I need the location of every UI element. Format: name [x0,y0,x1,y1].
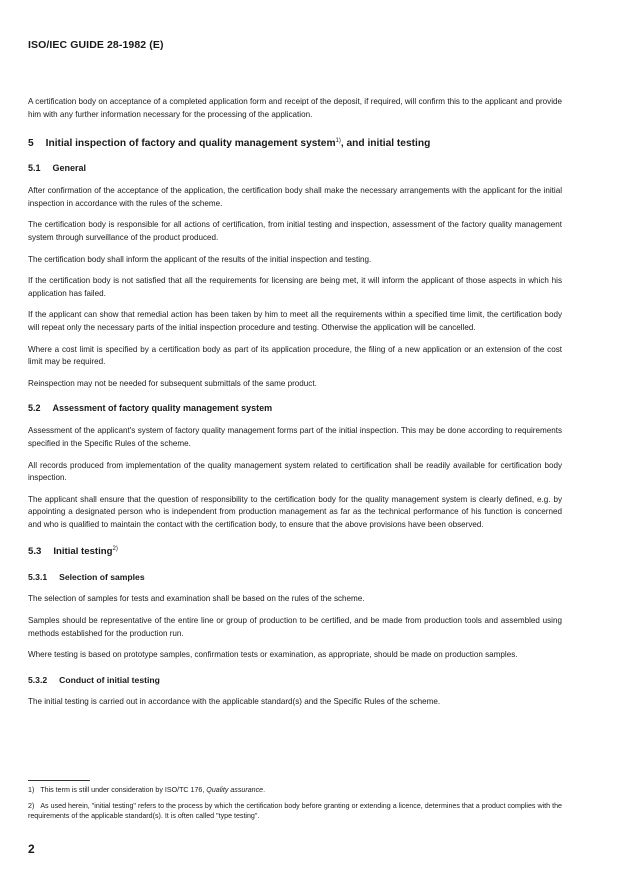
section-5-1-heading [28,162,562,174]
section-number: 5 [28,138,34,150]
paragraph: The selection of samples for tests and examination shall be based on the rules of the scheme. [28,594,365,604]
paragraph: Assessment of the applicant's system of factory quality management forms part of the initial inspection. This may be done according to requirements specified in the Specific Rules of the scheme. [28,426,562,448]
footnote-emphasis: Quality assurance [206,786,264,794]
footnote-2 [28,801,562,821]
section-5-2-heading [28,402,562,414]
paragraph: The certification body shall inform the applicant of the results of the initial inspection and testing. [28,254,372,264]
section-title: Initial inspection of factory and quality management system [45,138,336,150]
footnote-reference: 2) [112,546,118,553]
section-title: General [52,163,87,174]
section-number: 5.1 [28,163,41,174]
section-number: 5.3 [28,546,42,558]
footnote-label: 2) [28,802,35,810]
section-title: Initial testing [53,546,113,558]
paragraph: Samples should be representative of the entire line or group of production to be certified, and be made from production tools and assembled using methods established for the production run. [28,616,562,638]
paragraph: Reinspection may not be needed for subsequent submittals of the same product. [28,378,317,388]
section-title: Selection of samples [59,572,145,583]
paragraph: All records produced from implementation of the quality management system related to certification shall be readily available for certification body inspection. [28,460,562,483]
paragraph: Where testing is based on prototype samples, confirmation tests or examination, as appropriate, should be made on production samples. [28,650,518,660]
section-5-3-2-heading [28,674,562,686]
paragraph: The applicant shall ensure that the question of responsibility to the certification body for the quality management system is clearly defined, e.g. by appointing a designated person who is independent from production management as far as the technical performance of his function is concerned and who is qualified to maintain the contact with the certification body, to ensure that the above provisions have been observed. [28,494,562,529]
paragraph: After confirmation of the acceptance of the application, the certification body shall make the necessary arrangements with the applicant for the initial inspection in accordance with the rules of the scheme. [28,186,562,208]
footnote-reference: 1) [335,138,341,145]
footnote-text: As used herein, "initial testing" refers to the process by which the certification body before granting or extending a licence, determines that a product complies with the requirements of the applicable standard(s). It is often called "type testing". [28,802,562,820]
section-5-3-heading [28,546,562,558]
paragraph: The initial testing is carried out in accordance with the applicable standard(s) and the Specific Rules of the scheme. [28,696,441,706]
footnotes [28,776,562,827]
section-number: 5.2 [28,403,41,414]
footnote-label: 1) [28,786,35,794]
section-5-3-1-heading [28,571,562,583]
section-number: 5.3.2 [28,674,48,685]
intro-paragraph: A certification body on acceptance of a completed application form and receipt of the deposit, if required, will confirm this to the applicant and provide him with any further information necessary for the processing of the application. [28,97,562,119]
footnote-1 [28,785,562,795]
section-title: Conduct of initial testing [59,674,160,685]
section-title-tail: , and initial testing [340,138,431,150]
paragraph: If the certification body is not satisfied that all the requirements for licensing are being met, it will inform the applicant of those aspects in which his application has failed. [28,276,562,298]
paragraph: Where a cost limit is specified by a certification body as part of its application procedure, the filing of a new application or an extension of the cost limit may be required. [28,344,562,367]
page-number: 2 [28,842,35,856]
paragraph: If the applicant can show that remedial action has been taken by him to meet all the requirements within a specified time limit, the certification body will repeat only the necessary parts of the initial inspection procedure and testing. Otherwise the application will be cancelled. [28,310,562,332]
paragraph: The certification body is responsible for all actions of certification, from initial testing and inspection, assessment of the factory quality management system through surveillance of the product produced. [28,220,562,242]
footnote-text: This term is still under consideration by ISO/TC 176, [40,786,207,794]
footnote-tail: . [263,786,266,794]
section-number: 5.3.1 [28,572,48,583]
section-5-heading [28,137,562,150]
document-body [28,96,562,717]
section-title: Assessment of factory quality management system [52,403,273,414]
document-header: ISO/IEC GUIDE 28-1982 (E) [28,39,164,51]
